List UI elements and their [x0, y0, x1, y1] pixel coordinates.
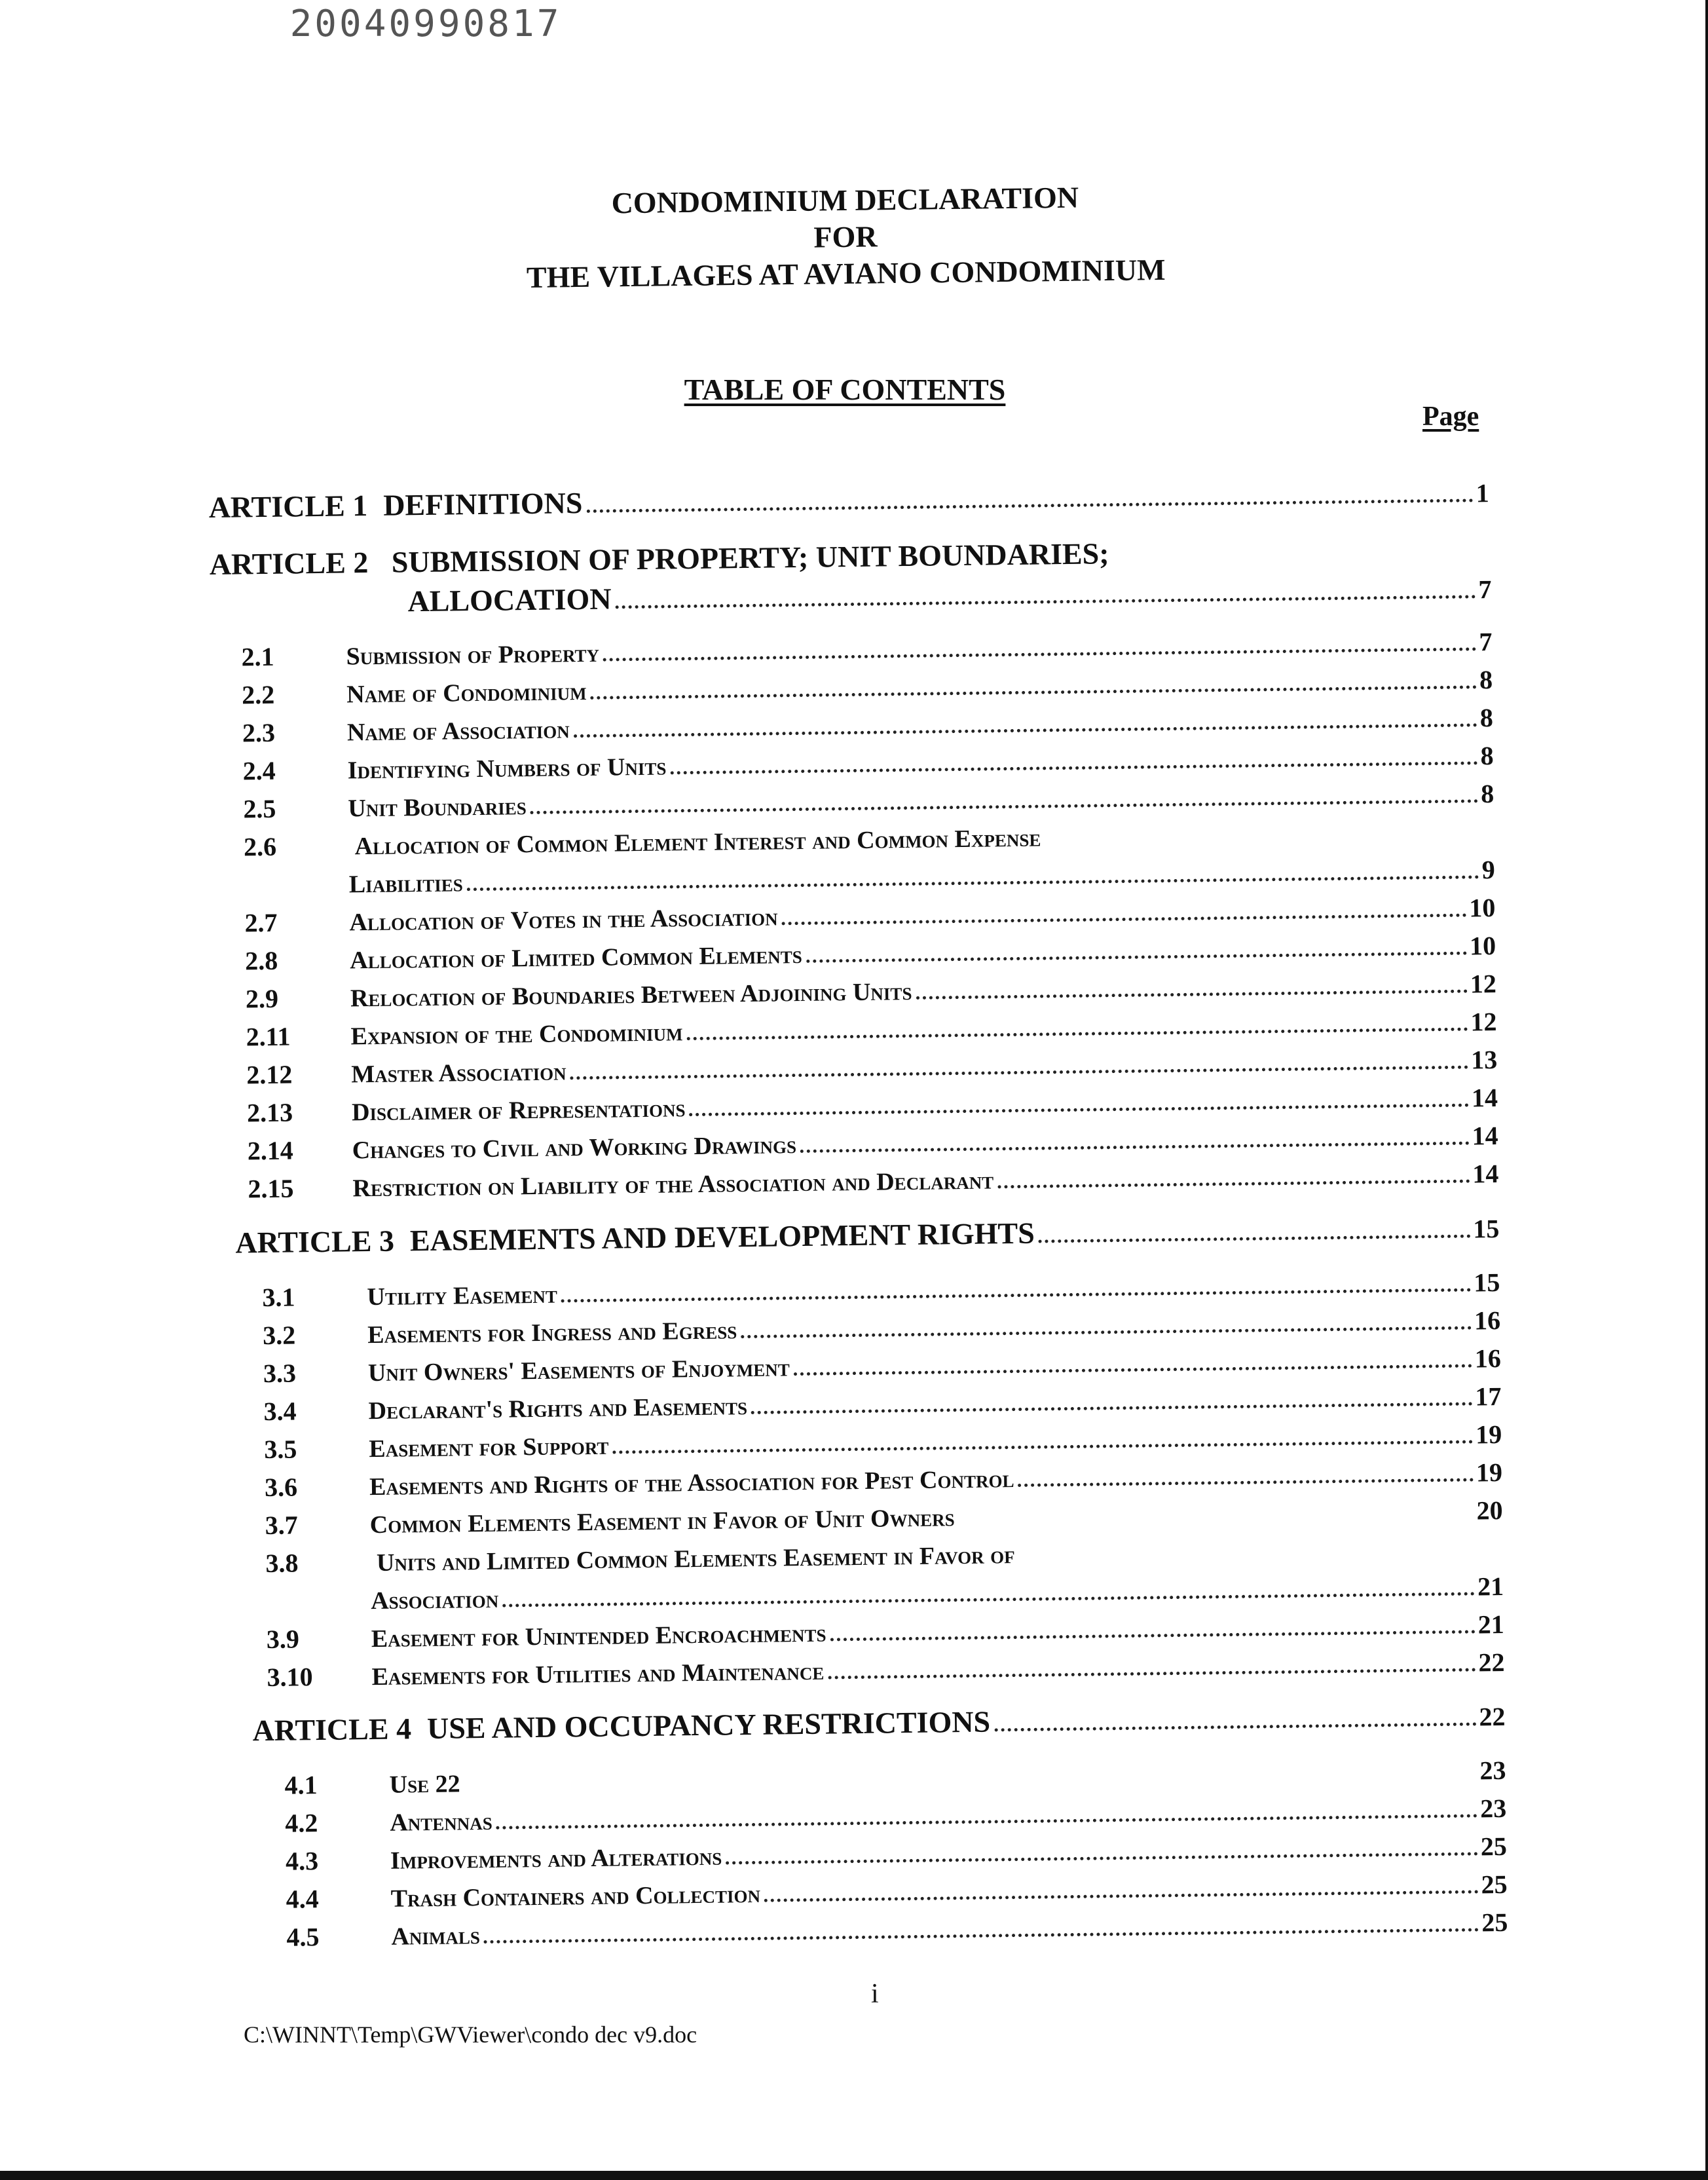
page-number: 25 [1481, 1869, 1508, 1900]
article-number: ARTICLE 3 [235, 1224, 395, 1260]
section-title: Allocation of Limited Common Elements [349, 941, 803, 975]
page-number: 19 [1476, 1457, 1503, 1488]
toc-section-3-10[interactable] [267, 1647, 1504, 1693]
section-number: 3.6 [264, 1472, 298, 1503]
page-number: 25 [1480, 1831, 1508, 1862]
toc-section-3-8-line-2[interactable] [371, 1571, 1504, 1615]
dot-leader [1018, 1478, 1474, 1487]
footer-file-path: C:\WINNT\Temp\GWViewer\condo dec v9.doc [244, 2021, 697, 2048]
section-title: Unit Owners' Easements of Enjoyment [367, 1354, 790, 1387]
page-number: 10 [1469, 931, 1496, 961]
toc-section-2-8[interactable] [245, 930, 1496, 976]
toc-section-2-13[interactable] [247, 1082, 1498, 1128]
page-number: 20 [1476, 1495, 1503, 1526]
section-number: 2.11 [246, 1021, 291, 1052]
page-number: 21 [1477, 1609, 1505, 1640]
page-number: 9 [1481, 855, 1495, 885]
section-title: Easements and Rights of the Association for Pest Control [369, 1465, 1014, 1501]
article-number: ARTICLE 1 [208, 489, 368, 524]
toc-section-2-6-line-1[interactable] [244, 822, 1041, 863]
dot-leader [591, 685, 1477, 700]
section-title: Identifying Numbers of Units [347, 753, 667, 785]
document-id-stamp: 20040990817 [289, 3, 562, 45]
page-number: 21 [1477, 1571, 1504, 1602]
toc-heading-text: TABLE OF CONTENTS [684, 373, 1006, 406]
page-number: 12 [1470, 1007, 1497, 1037]
toc-section-3-6[interactable] [265, 1457, 1502, 1503]
section-number: 3.9 [266, 1624, 300, 1655]
dot-leader [612, 1440, 1473, 1454]
section-title: Easements for Ingress and Egress [367, 1317, 737, 1349]
toc-section-4-1[interactable] [284, 1755, 1506, 1801]
section-title: Animals [391, 1922, 481, 1951]
section-number: 2.2 [241, 679, 275, 710]
page-number: 25 [1481, 1907, 1508, 1938]
section-title: Submission of Property [346, 639, 600, 671]
section-number: 2.7 [244, 907, 278, 938]
title-line-1: CONDOMINIUM DECLARATION [611, 180, 1079, 220]
toc-article-4[interactable] [252, 1698, 1506, 1748]
article-title: SUBMISSION OF PROPERTY; UNIT BOUNDARIES; [391, 536, 1109, 579]
scan-edge-bottom [0, 2171, 1708, 2180]
dot-leader [603, 647, 1477, 661]
section-number: 3.2 [262, 1320, 296, 1351]
section-number: 2.14 [247, 1135, 294, 1166]
section-title: Use 22 [389, 1770, 460, 1799]
page-number: 10 [1469, 893, 1496, 923]
toc-section-4-4[interactable] [286, 1869, 1507, 1915]
dot-leader [616, 595, 1476, 609]
page-number: 8 [1480, 741, 1494, 771]
dot-leader [574, 723, 1477, 738]
dot-leader [687, 1028, 1468, 1041]
toc-section-4-5[interactable] [286, 1907, 1508, 1953]
dot-leader [484, 1928, 1479, 1944]
section-number: 2.5 [243, 793, 276, 824]
toc-section-3-4[interactable] [263, 1381, 1501, 1427]
page-column-label: Page [1422, 402, 1479, 432]
dot-leader [751, 1402, 1473, 1414]
page-number: 8 [1479, 665, 1493, 695]
toc-section-3-5[interactable] [264, 1419, 1502, 1465]
section-title: Common Elements Easement in Favor of Unit Owners [369, 1504, 955, 1539]
section-title: Improvements and Alterations [390, 1843, 722, 1875]
article-title: EASEMENTS AND DEVELOPMENT RIGHTS [409, 1216, 1035, 1258]
toc-article-1[interactable] [208, 474, 1489, 525]
footer-page-number: i [871, 1979, 879, 2009]
toc-section-3-7[interactable] [265, 1495, 1502, 1541]
dot-leader [467, 875, 1479, 891]
section-title: Allocation of Votes in the Association [349, 903, 778, 937]
dot-leader [741, 1326, 1472, 1339]
section-number: 4.3 [285, 1846, 319, 1876]
page-number: 22 [1479, 1701, 1506, 1732]
dot-leader [726, 1852, 1478, 1864]
toc-section-2-4[interactable] [242, 740, 1493, 786]
section-number: 2.15 [248, 1173, 294, 1204]
section-number: 3.7 [265, 1510, 299, 1541]
dot-leader [690, 1104, 1469, 1117]
page-number: 19 [1475, 1419, 1502, 1450]
section-title: Changes to Civil and Working Drawings [352, 1131, 797, 1165]
dot-leader [800, 1142, 1470, 1153]
dot-leader [587, 498, 1474, 513]
toc-section-2-12[interactable] [246, 1044, 1497, 1090]
dot-leader [806, 952, 1467, 963]
section-title: Name of Condominium [346, 677, 587, 709]
section-title: Master Association [351, 1058, 566, 1089]
article-title: USE AND OCCUPANCY RESTRICTIONS [426, 1704, 991, 1746]
dot-leader [530, 799, 1479, 814]
toc-section-2-2[interactable] [242, 664, 1493, 710]
section-title: Unit Boundaries [348, 793, 527, 823]
section-number: 3.1 [262, 1282, 295, 1313]
toc-section-2-15[interactable] [248, 1158, 1498, 1204]
section-number: 4.4 [286, 1884, 320, 1914]
toc-section-3-9[interactable] [267, 1609, 1504, 1655]
page-number: 13 [1470, 1045, 1498, 1075]
dot-leader [670, 761, 1477, 774]
page-number: 7 [1479, 627, 1493, 657]
dot-leader [561, 1288, 1472, 1303]
page-number: 12 [1470, 969, 1497, 999]
dot-leader [916, 990, 1468, 1000]
toc-section-2-11[interactable] [246, 1006, 1496, 1052]
dot-leader [782, 914, 1467, 926]
section-number: 3.10 [267, 1662, 313, 1693]
page-number: 14 [1472, 1121, 1498, 1151]
section-title: Units and Limited Common Elements Easement in Favor of [376, 1541, 1015, 1577]
dot-leader [764, 1890, 1479, 1902]
section-number: 2.13 [246, 1097, 293, 1128]
page-number: 16 [1474, 1305, 1501, 1336]
dot-leader [830, 1630, 1476, 1641]
section-number: 2.8 [244, 945, 278, 976]
toc-section-3-3[interactable] [263, 1343, 1501, 1389]
section-title-continued: Association [370, 1585, 499, 1615]
section-title-continued: Liabilities [348, 869, 464, 899]
section-number: 2.1 [241, 641, 274, 672]
dot-leader [997, 1180, 1470, 1189]
section-title: Disclaimer of Representations [351, 1095, 686, 1127]
page-number: 1 [1476, 478, 1489, 508]
toc-section-2-6-line-2[interactable] [349, 854, 1495, 899]
toc-section-2-9[interactable] [246, 968, 1496, 1014]
toc-section-4-3[interactable] [286, 1831, 1507, 1877]
page-number: 14 [1472, 1159, 1499, 1189]
toc-section-3-8-line-1[interactable] [265, 1539, 1015, 1579]
section-title: Antennas [390, 1807, 493, 1837]
section-number: 4.5 [286, 1922, 320, 1952]
toc-article-2-line-1[interactable] [210, 536, 1109, 582]
section-title: Allocation of Common Element Interest and Common Expense [354, 824, 1041, 861]
page-number: 7 [1478, 574, 1492, 605]
section-number: 3.3 [263, 1358, 297, 1389]
section-number: 2.12 [246, 1059, 293, 1090]
section-title: Declarant's Rights and Easements [368, 1393, 748, 1425]
dot-leader [496, 1814, 1477, 1829]
page-number: 15 [1473, 1213, 1500, 1244]
section-number: 4.1 [284, 1770, 318, 1800]
dot-leader [570, 1066, 1469, 1080]
section-title: Expansion of the Condominium [350, 1019, 683, 1051]
article-title: DEFINITIONS [382, 486, 583, 522]
page-number: 23 [1479, 1793, 1507, 1824]
page-number: 23 [1479, 1755, 1506, 1786]
page-number: 8 [1479, 703, 1494, 733]
section-title: Easement for Support [369, 1432, 609, 1463]
section-title: Name of Association [346, 716, 570, 747]
section-title: Restriction on Liability of the Association and Declarant [352, 1167, 994, 1203]
section-number: 2.3 [242, 717, 276, 748]
dot-leader [502, 1592, 1475, 1607]
page-number: 8 [1480, 779, 1494, 809]
section-number: 3.8 [265, 1548, 299, 1579]
section-number: 2.9 [245, 983, 279, 1014]
page-number: 17 [1475, 1381, 1502, 1412]
dot-leader [828, 1668, 1476, 1679]
page-number: 14 [1471, 1083, 1498, 1113]
section-number: 2.4 [242, 755, 276, 786]
toc-section-3-1[interactable] [262, 1267, 1500, 1313]
toc-section-2-1[interactable] [241, 626, 1492, 672]
section-title: Trash Containers and Collection [390, 1880, 761, 1913]
dot-leader [794, 1364, 1472, 1376]
scan-edge-right [1705, 0, 1708, 2180]
section-title: Utility Easement [367, 1281, 558, 1311]
section-title: Relocation of Boundaries Between Adjoining Units [350, 977, 912, 1013]
section-number: 3.4 [263, 1396, 297, 1427]
dot-leader [994, 1722, 1476, 1731]
section-number: 4.2 [285, 1808, 318, 1838]
section-title: Easements for Utilities and Maintenance [371, 1657, 825, 1691]
toc-section-2-14[interactable] [247, 1120, 1498, 1166]
toc-article-3[interactable] [235, 1210, 1500, 1260]
section-title: Easement for Unintended Encroachments [371, 1619, 826, 1653]
dot-leader [1039, 1235, 1471, 1243]
toc-section-4-2[interactable] [285, 1793, 1506, 1839]
page-number: 16 [1474, 1343, 1502, 1374]
toc-section-2-7[interactable] [244, 892, 1495, 938]
toc-section-2-3[interactable] [242, 702, 1493, 748]
page-number: 22 [1478, 1647, 1505, 1678]
section-number: 3.5 [264, 1434, 297, 1465]
toc-article-2-line-2[interactable] [407, 571, 1492, 618]
page-number: 15 [1474, 1267, 1500, 1298]
article-title-continued: ALLOCATION [407, 582, 612, 618]
article-number: ARTICLE 4 [252, 1712, 412, 1748]
title-line-2: FOR [813, 219, 878, 254]
article-number: ARTICLE 2 [209, 546, 369, 581]
toc-section-3-2[interactable] [263, 1305, 1500, 1351]
title-line-3: THE VILLAGES AT AVIANO CONDOMINIUM [526, 253, 1166, 294]
section-number: 2.6 [243, 831, 277, 862]
toc-section-2-5[interactable] [243, 778, 1494, 824]
